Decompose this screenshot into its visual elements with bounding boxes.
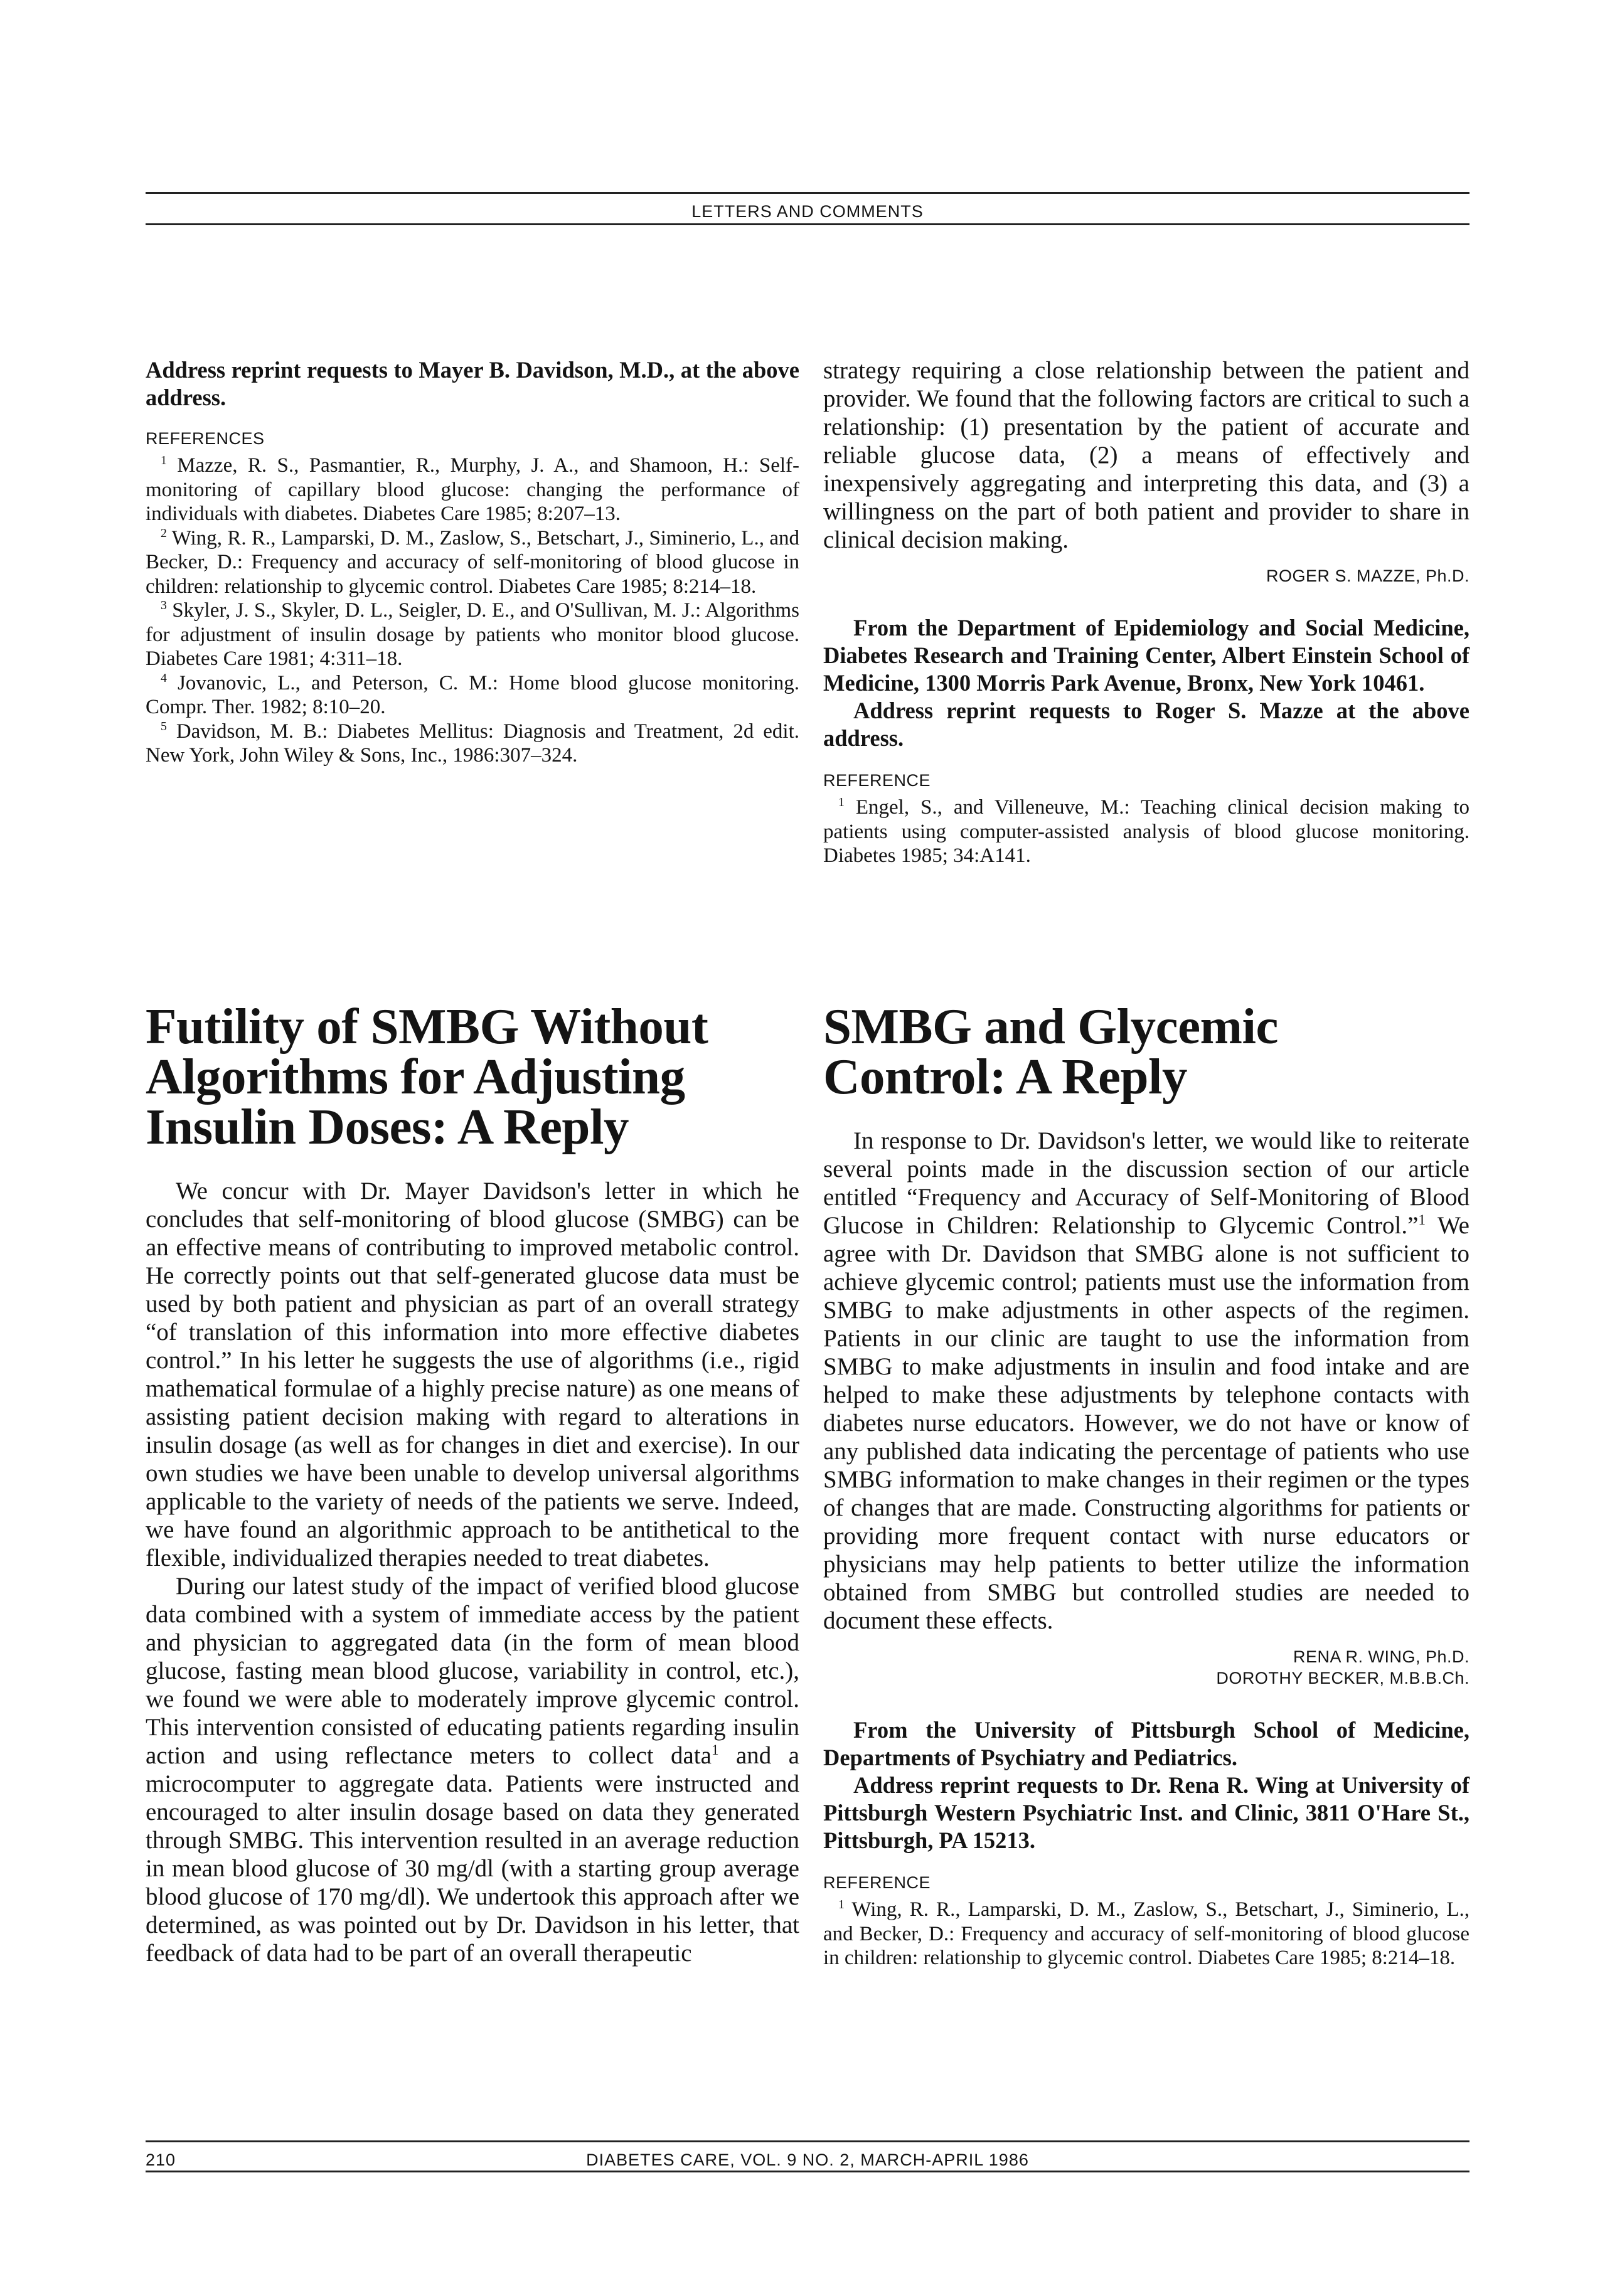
body-paragraph: In response to Dr. Davidson's letter, we would like to reiterate several points made in the discussion section of our article entitled “Frequency and Accuracy of Self-Monitoring of Blood Glucose in Children: Relationship to Glycemic Control.”$^1$ We agree with Dr. Davidson that SMBG alone is not sufficient to achieve glycemic control; patients must use the information from SMBG to make adjustments in other aspects of the regimen. Patients in our clinic are taught to use the information from SMBG to make adjustments in insulin and food intake and are helped to make these adjustments by telephone contacts with diabetes nurse educators. However, we do not have or know of any published data indicating the percentage of patients who use SMBG information to make changes in their regimen or the types of changes that are made. Constructing algorithms for patients or providing more frequent contact with nurse educators or physicians may help patients to better utilize the information obtained from SMBG but controlled studies are needed to document these effects.: [823, 1127, 1469, 1634]
body-paragraph: We concur with Dr. Mayer Davidson's letter in which he concludes that self-monitoring of blood glucose (SMBG) can be an effective means of contributing to improved metabolic control. He correctly points out that self-generated glucose data must be used by both patient and physician as part of an overall strategy “of translation of this information into more effective diabetes control.” In his letter he suggests the use of algorithms (i.e., rigid mathematical formulae of a highly precise nature) as one means of assisting patient decision making with regard to alterations in insulin dosage (as well as for changes in diet and exercise). In our own studies we have been unable to develop universal algorithms applicable to the variety of needs of the patients we serve. Indeed, we have found an algorithmic approach to be antithetical to the flexible, individualized therapies needed to treat diabetes.: [146, 1177, 799, 1571]
references-heading: REFERENCES: [146, 429, 265, 448]
reference-heading: REFERENCE: [823, 771, 931, 790]
reference-item: $^1$ Engel, S., and Villeneuve, M.: Teaching clinical decision making to patients using computer-assisted analysis of blood glucose monitoring. Diabetes 1985; 34:A141.: [823, 795, 1470, 867]
author-signature: ROGER S. MAZZE, Ph.D.: [1266, 566, 1469, 585]
futility-letter: [146, 998, 799, 1967]
reference-item: $^4$ Jovanovic, L., and Peterson, C. M.: Home blood glucose monitoring. Compr. Ther. 1982; 8:10–20.: [146, 671, 800, 718]
reference-item: $^5$ Davidson, M. B.: Diabetes Mellitus: Diagnosis and Treatment, 2d edit. New York, John Wiley & Sons, Inc., 1986:307–324.: [146, 719, 800, 767]
prev-letter-address: Address reprint requests to Mayer B. Davidson, M.D., at the above address.: [146, 357, 799, 410]
futility-letter-continued: [823, 356, 1469, 868]
reference-item: $^1$ Mazze, R. S., Pasmantier, R., Murphy, J. A., and Shamoon, H.: Self-monitoring of capillary blood glucose: changing the performance of individuals with diabetes. Diabetes Care 1985; 8:207–13.: [146, 454, 800, 525]
body-paragraph: During our latest study of the impact of verified blood glucose data combined with a system of immediate access by the patient and physician to aggregated data (in the form of mean blood glucose, fasting mean blood glucose, variability in control, etc.), we found we were able to moderately improve glycemic control. This intervention consisted of educating patients regarding insulin action and using reflectance meters to collect data$^1$ and a microcomputer to aggregate data. Patients were instructed and encouraged to alter insulin dosage based on data they generated through SMBG. This intervention resulted in an average reduction in mean blood glucose of 30 mg/dl (with a starting group average blood glucose of 170 mg/dl). We undertook this approach after we determined, as was pointed out by Dr. Davidson in his letter, that feedback of data had to be part of an overall therapeutic: [146, 1573, 799, 1967]
reference-item: $^2$ Wing, R. R., Lamparski, D. M., Zaslow, S., Betschart, J., Siminerio, L., and Becker, D.: Frequency and accuracy of self-monitoring of blood glucose in children: relationship to glycemic control. Diabetes Care 1985; 8:214–18.: [146, 526, 799, 598]
reference-item: $^1$ Wing, R. R., Lamparski, D. M., Zaslow, S., Betschart, J., Siminerio, L., and Becker, D.: Frequency and accuracy of self-monitoring of blood glucose in children: relationship to glycemic control. Diabetes Care 1985; 8:214–18.: [823, 1898, 1470, 1969]
author-signature: RENA R. WING, Ph.D. DOROTHY BECKER, M.B.B.Ch.: [1216, 1647, 1469, 1687]
affiliation: From the Department of Epidemiology and Social Medicine, Diabetes Research and Training Center, Albert Einstein School of Medicine, 1300 Morris Park Avenue, Bronx, New York 10461.: [823, 615, 1469, 696]
reference-heading: REFERENCE: [823, 1873, 931, 1892]
header-rule-bottom: [146, 223, 1469, 225]
footer-rule-bottom: [146, 2171, 1469, 2172]
body-paragraph: strategy requiring a close relationship between the patient and provider. We found that the following factors are critical to such a relationship: (1) presentation by the patient of accurate and reliable glucose data, (2) a means of effectively and inexpensively aggregating and interpreting this data, and (3) a willingness on the part of both patient and provider to share in clinical decision making.: [823, 357, 1469, 553]
header-rule-top: [146, 192, 1469, 194]
prev-letter-end: [146, 356, 799, 768]
running-head: LETTERS AND COMMENTS: [691, 202, 924, 221]
reprint-address: Address reprint requests to Roger S. Mazze at the above address.: [823, 698, 1469, 751]
journal-citation: DIABETES CARE, VOL. 9 NO. 2, MARCH-APRIL 1986: [586, 2150, 1029, 2169]
article-title: SMBG and Glycemic Control: A Reply: [823, 998, 1278, 1105]
references-list: [146, 454, 799, 768]
reference-item: $^3$ Skyler, J. S., Skyler, D. L., Seigler, D. E., and O'Sullivan, M. J.: Algorithms for adjustment of insulin dosage by patients who monitor blood glucose. Diabetes Care 1981; 4:311–18.: [146, 598, 799, 670]
smbg-letter: [823, 998, 1470, 1970]
reprint-address: Address reprint requests to Dr. Rena R. Wing at University of Pittsburgh Western Psychiatric Inst. and Clinic, 3811 O'Hare St., Pittsburgh, PA 15213.: [823, 1772, 1469, 1853]
footer-rule-top: [146, 2140, 1469, 2142]
article-title: Futility of SMBG Without Algorithms for Adjusting Insulin Doses: A Reply: [146, 998, 708, 1155]
affiliation: From the University of Pittsburgh School of Medicine, Departments of Psychiatry and Pediatrics.: [823, 1717, 1469, 1770]
page-number: 210: [146, 2150, 176, 2169]
